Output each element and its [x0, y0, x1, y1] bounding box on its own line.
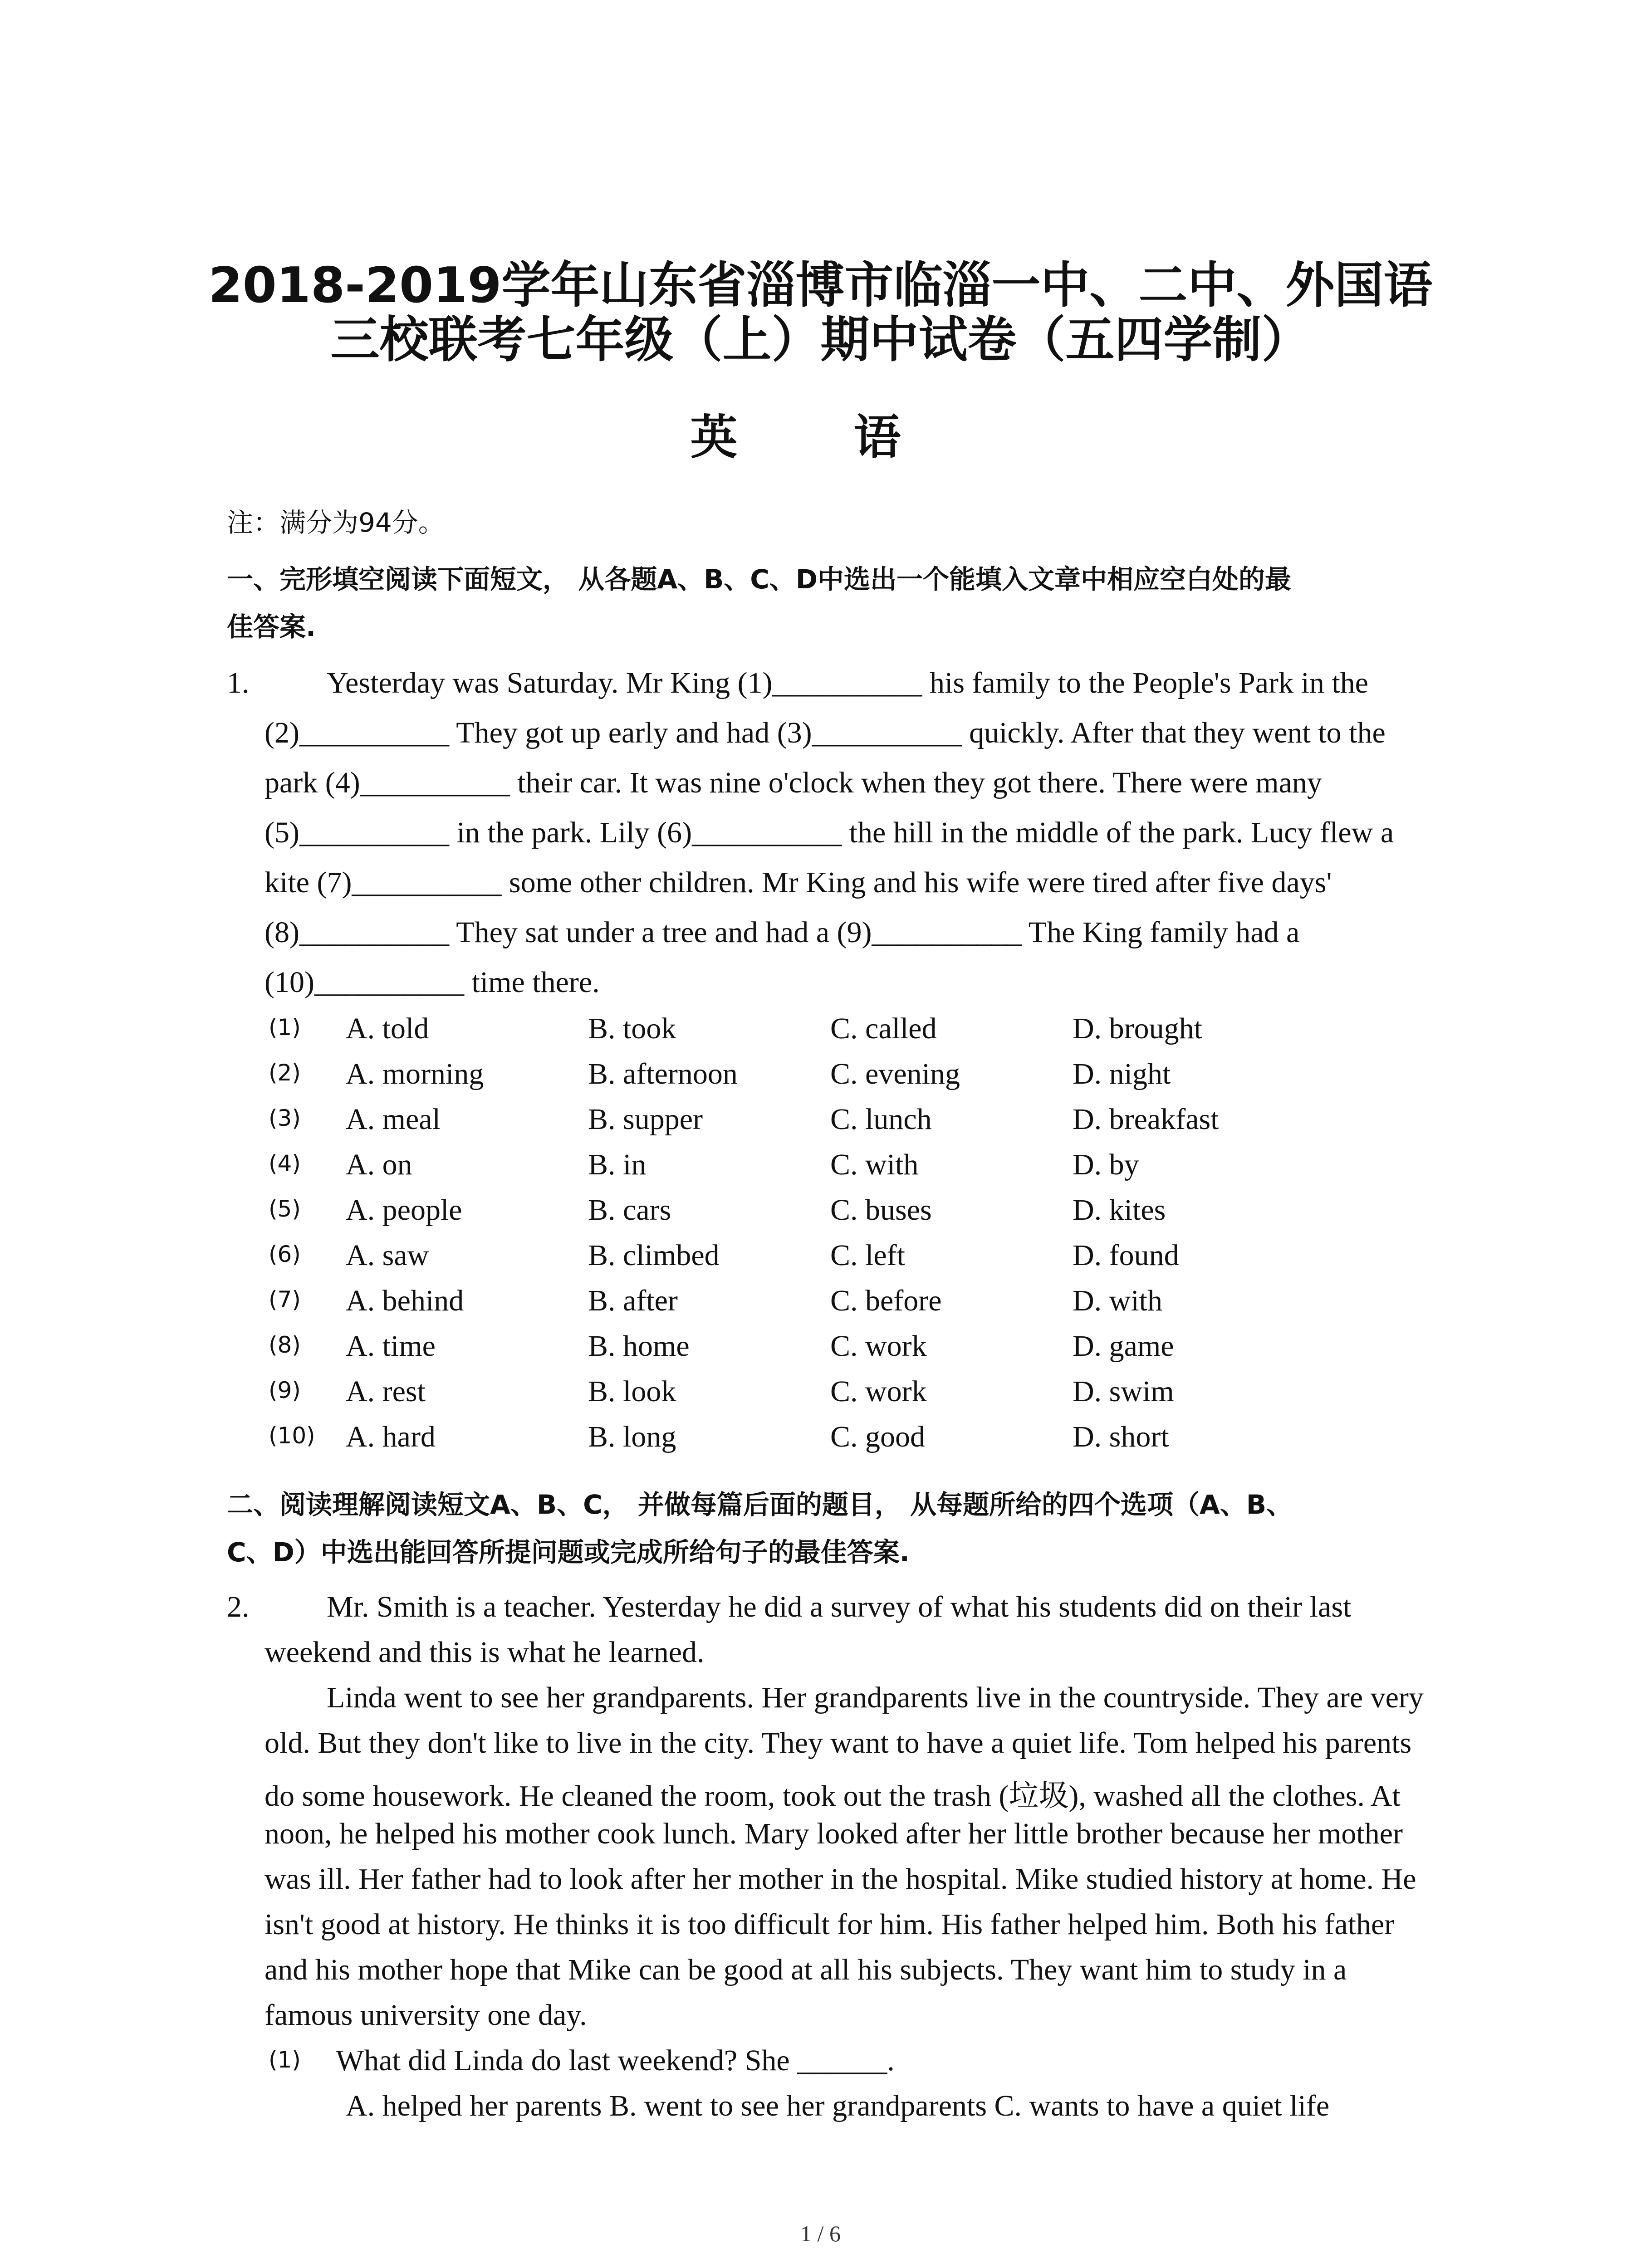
option-d: D. breakfast: [1073, 1103, 1219, 1136]
passage-2-line: Linda went to see her grandparents. Her grandparents live in the countryside. They are very: [327, 1681, 1424, 1714]
page-number: 1 / 6: [800, 2221, 841, 2246]
option-a: A. told: [346, 1012, 429, 1045]
option-a: A. morning: [346, 1057, 484, 1090]
passage-2-line: was ill. Her father had to look after her mother in the hospital. Mike studied history at home. He: [265, 1862, 1416, 1896]
score-note: 注：满分为94分。: [227, 507, 445, 538]
exam-title-line-1: 2018-2019学年山东省淄博市临淄一中、二中、外国语: [208, 257, 1433, 314]
option-a: A. meal: [346, 1103, 441, 1136]
option-c: C. buses: [830, 1193, 932, 1227]
option-b: B. climbed: [588, 1239, 720, 1272]
option-b: B. long: [588, 1420, 676, 1453]
option-d: D. night: [1073, 1057, 1171, 1090]
option-b: B. after: [588, 1284, 678, 1317]
option-a: A. on: [346, 1148, 412, 1181]
option-d: D. brought: [1073, 1012, 1202, 1045]
option-b: B. cars: [588, 1193, 671, 1227]
option-d: D. with: [1073, 1284, 1162, 1317]
passage-2-line: famous university one day.: [265, 1999, 587, 2032]
option-row-number: (6): [269, 1241, 301, 1267]
option-row-number: (1): [269, 1014, 301, 1041]
option-row-number: (7): [269, 1286, 301, 1313]
option-b: B. home: [588, 1330, 690, 1363]
option-a: A. saw: [346, 1239, 429, 1272]
section-1-heading-line-2: 佳答案.: [227, 611, 316, 642]
passage-2-line: Mr. Smith is a teacher. Yesterday he did a survey of what his students did on their last: [327, 1590, 1352, 1623]
option-d: D. kites: [1073, 1193, 1166, 1227]
exam-title-line-2: 三校联考七年级（上）期中试卷（五四学制）: [330, 312, 1311, 368]
passage-1-line: Yesterday was Saturday. Mr King (1)__________ his family to the People's Park in the: [327, 666, 1368, 699]
option-c: C. lunch: [830, 1103, 932, 1136]
option-row-number: (10): [269, 1422, 315, 1449]
sub-question-text: What did Linda do last weekend? She ______.: [336, 2044, 895, 2077]
section-1-heading-line-1: 一、完形填空阅读下面短文， 从各题A、B、C、D中选出一个能填入文章中相应空白处的最: [227, 564, 1292, 595]
option-d: D. by: [1073, 1148, 1139, 1181]
option-d: D. found: [1073, 1239, 1179, 1272]
option-a: A. behind: [346, 1284, 464, 1317]
option-c: C. work: [830, 1375, 927, 1408]
question-number-2: 2.: [227, 1590, 250, 1623]
question-number-1: 1.: [227, 666, 250, 699]
option-b: B. look: [588, 1375, 676, 1408]
option-row-number: (8): [269, 1332, 301, 1358]
option-b: B. afternoon: [588, 1057, 738, 1090]
option-d: D. game: [1073, 1330, 1174, 1363]
passage-2-line: weekend and this is what he learned.: [265, 1636, 705, 1669]
option-c: C. before: [830, 1284, 942, 1317]
passage-2-line: do some housework. He cleaned the room, took out the trash (垃圾), washed all the clothes. At: [265, 1779, 1401, 1813]
option-c: C. evening: [830, 1057, 960, 1090]
option-c: C. work: [830, 1330, 927, 1363]
passage-2-line: noon, he helped his mother cook lunch. Mary looked after her little brother because her mother: [265, 1817, 1403, 1850]
option-row-number: (2): [269, 1060, 301, 1086]
option-c: C. left: [830, 1239, 905, 1272]
option-row-number: (9): [269, 1377, 301, 1403]
option-a: A. hard: [346, 1420, 436, 1453]
section-2-heading-line-2: C、D）中选出能回答所提问题或完成所给句子的最佳答案.: [227, 1537, 910, 1568]
option-c: C. good: [830, 1420, 926, 1453]
option-d: D. swim: [1073, 1375, 1174, 1408]
option-row-number: (3): [269, 1105, 301, 1131]
option-b: B. in: [588, 1148, 647, 1181]
option-a: A. time: [346, 1330, 436, 1363]
option-d: D. short: [1073, 1420, 1169, 1453]
section-2-heading-line-1: 二、阅读理解阅读短文A、B、C， 并做每篇后面的题目， 从每题所给的四个选项（A、B、: [227, 1489, 1293, 1520]
subject-heading: 英 语: [690, 410, 951, 465]
option-c: C. called: [830, 1012, 937, 1045]
passage-1-line: kite (7)__________ some other children. Mr King and his wife were tired after five days': [265, 866, 1332, 899]
option-a: A. rest: [346, 1375, 426, 1408]
sub-question-options: A. helped her parents B. went to see her grandparents C. wants to have a quiet life: [346, 2089, 1330, 2122]
passage-2-line: old. But they don't like to live in the city. They want to have a quiet life. Tom helped his parents: [265, 1726, 1412, 1760]
option-a: A. people: [346, 1193, 462, 1227]
passage-2-line: and his mother hope that Mike can be good at all his subjects. They want him to study in a: [265, 1953, 1347, 1986]
option-b: B. supper: [588, 1103, 703, 1136]
option-c: C. with: [830, 1148, 919, 1181]
passage-2-line: isn't good at history. He thinks it is too difficult for him. His father helped him. Both his father: [265, 1908, 1395, 1941]
option-b: B. took: [588, 1012, 676, 1045]
option-row-number: (5): [269, 1196, 301, 1222]
passage-1-line: (10)__________ time there.: [265, 966, 600, 999]
passage-1-line: (8)__________ They sat under a tree and had a (9)__________ The King family had a: [265, 916, 1300, 949]
passage-1-line: (5)__________ in the park. Lily (6)__________ the hill in the middle of the park. Lucy flew a: [265, 816, 1394, 849]
sub-question-number: (1): [269, 2047, 301, 2073]
passage-1-line: park (4)__________ their car. It was nine o'clock when they got there. There were many: [265, 766, 1322, 799]
option-row-number: (4): [269, 1150, 301, 1177]
passage-1-line: (2)__________ They got up early and had (3)__________ quickly. After that they went to the: [265, 716, 1386, 749]
